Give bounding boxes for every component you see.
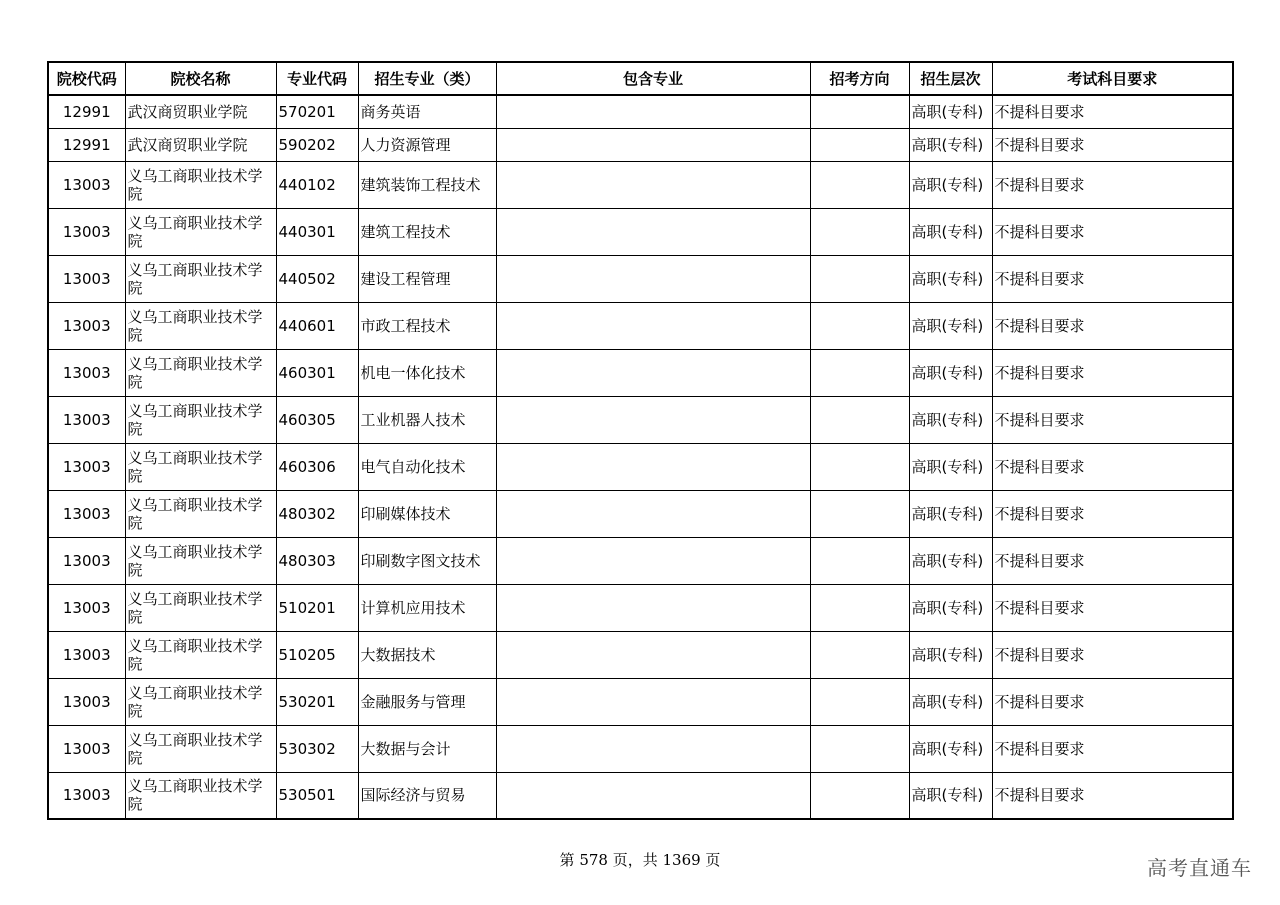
table-row — [48, 349, 1233, 396]
table-row — [48, 95, 1233, 128]
school-name-cell: 义乌工商职业技术学院 — [125, 208, 276, 255]
major-code-cell: 480303 — [276, 537, 358, 584]
school-code-cell: 13003 — [48, 537, 125, 584]
major-cell: 金融服务与管理 — [358, 678, 496, 725]
header-included-majors: 包含专业 — [496, 62, 810, 95]
major-code-cell: 460306 — [276, 443, 358, 490]
major-cell: 大数据与会计 — [358, 725, 496, 772]
major-code-cell: 480302 — [276, 490, 358, 537]
major-code-cell: 460301 — [276, 349, 358, 396]
level-cell: 高职(专科) — [909, 95, 992, 128]
school-name-cell: 义乌工商职业技术学院 — [125, 443, 276, 490]
school-name-cell: 义乌工商职业技术学院 — [125, 725, 276, 772]
included-majors-cell — [496, 95, 810, 128]
level-cell: 高职(专科) — [909, 349, 992, 396]
major-cell: 商务英语 — [358, 95, 496, 128]
major-code-cell: 530201 — [276, 678, 358, 725]
level-cell: 高职(专科) — [909, 208, 992, 255]
direction-cell — [810, 161, 909, 208]
level-cell: 高职(专科) — [909, 161, 992, 208]
direction-cell — [810, 772, 909, 819]
requirement-cell: 不提科目要求 — [992, 537, 1233, 584]
requirement-cell: 不提科目要求 — [992, 95, 1233, 128]
direction-cell — [810, 537, 909, 584]
major-code-cell: 510201 — [276, 584, 358, 631]
school-name-cell: 义乌工商职业技术学院 — [125, 302, 276, 349]
level-cell: 高职(专科) — [909, 725, 992, 772]
school-name-cell: 义乌工商职业技术学院 — [125, 255, 276, 302]
major-code-cell: 440502 — [276, 255, 358, 302]
table-row — [48, 584, 1233, 631]
school-name-cell: 义乌工商职业技术学院 — [125, 678, 276, 725]
included-majors-cell — [496, 725, 810, 772]
header-major-code: 专业代码 — [276, 62, 358, 95]
school-name-cell: 义乌工商职业技术学院 — [125, 772, 276, 819]
direction-cell — [810, 396, 909, 443]
table-header-row — [48, 62, 1233, 95]
table-row — [48, 772, 1233, 819]
major-code-cell: 530501 — [276, 772, 358, 819]
level-cell: 高职(专科) — [909, 443, 992, 490]
major-code-cell: 570201 — [276, 95, 358, 128]
table-row — [48, 725, 1233, 772]
school-code-cell: 13003 — [48, 772, 125, 819]
included-majors-cell — [496, 490, 810, 537]
level-cell: 高职(专科) — [909, 772, 992, 819]
school-code-cell: 13003 — [48, 349, 125, 396]
direction-cell — [810, 95, 909, 128]
major-cell: 建设工程管理 — [358, 255, 496, 302]
school-code-cell: 13003 — [48, 255, 125, 302]
included-majors-cell — [496, 302, 810, 349]
included-majors-cell — [496, 128, 810, 161]
major-cell: 大数据技术 — [358, 631, 496, 678]
table-row — [48, 537, 1233, 584]
major-cell: 机电一体化技术 — [358, 349, 496, 396]
admissions-table — [47, 61, 1234, 820]
requirement-cell: 不提科目要求 — [992, 349, 1233, 396]
major-cell: 电气自动化技术 — [358, 443, 496, 490]
school-name-cell: 义乌工商职业技术学院 — [125, 396, 276, 443]
major-cell: 工业机器人技术 — [358, 396, 496, 443]
included-majors-cell — [496, 161, 810, 208]
major-code-cell: 440601 — [276, 302, 358, 349]
requirement-cell: 不提科目要求 — [992, 584, 1233, 631]
requirement-cell: 不提科目要求 — [992, 208, 1233, 255]
major-cell: 建筑装饰工程技术 — [358, 161, 496, 208]
table-row — [48, 128, 1233, 161]
school-name-cell: 武汉商贸职业学院 — [125, 128, 276, 161]
requirement-cell: 不提科目要求 — [992, 161, 1233, 208]
major-code-cell: 440301 — [276, 208, 358, 255]
major-code-cell: 460305 — [276, 396, 358, 443]
school-name-cell: 义乌工商职业技术学院 — [125, 490, 276, 537]
major-cell: 市政工程技术 — [358, 302, 496, 349]
direction-cell — [810, 490, 909, 537]
included-majors-cell — [496, 443, 810, 490]
table-body — [48, 95, 1233, 819]
watermark: 高考直通车 — [1147, 856, 1252, 880]
major-cell: 人力资源管理 — [358, 128, 496, 161]
included-majors-cell — [496, 396, 810, 443]
school-code-cell: 13003 — [48, 631, 125, 678]
school-code-cell: 13003 — [48, 490, 125, 537]
direction-cell — [810, 255, 909, 302]
requirement-cell: 不提科目要求 — [992, 255, 1233, 302]
major-cell: 印刷媒体技术 — [358, 490, 496, 537]
school-code-cell: 12991 — [48, 128, 125, 161]
direction-cell — [810, 302, 909, 349]
included-majors-cell — [496, 631, 810, 678]
major-cell: 印刷数字图文技术 — [358, 537, 496, 584]
direction-cell — [810, 678, 909, 725]
header-level: 招生层次 — [909, 62, 992, 95]
table-row — [48, 631, 1233, 678]
requirement-cell: 不提科目要求 — [992, 725, 1233, 772]
page-number: 第 578 页，共 1369 页 — [559, 851, 721, 869]
major-code-cell: 440102 — [276, 161, 358, 208]
header-direction: 招考方向 — [810, 62, 909, 95]
school-code-cell: 13003 — [48, 396, 125, 443]
requirement-cell: 不提科目要求 — [992, 443, 1233, 490]
school-name-cell: 武汉商贸职业学院 — [125, 95, 276, 128]
school-name-cell: 义乌工商职业技术学院 — [125, 161, 276, 208]
requirement-cell: 不提科目要求 — [992, 490, 1233, 537]
table-row — [48, 396, 1233, 443]
direction-cell — [810, 443, 909, 490]
level-cell: 高职(专科) — [909, 678, 992, 725]
level-cell: 高职(专科) — [909, 631, 992, 678]
table-row — [48, 302, 1233, 349]
direction-cell — [810, 584, 909, 631]
table-row — [48, 208, 1233, 255]
level-cell: 高职(专科) — [909, 255, 992, 302]
level-cell: 高职(专科) — [909, 302, 992, 349]
major-code-cell: 590202 — [276, 128, 358, 161]
school-code-cell: 13003 — [48, 443, 125, 490]
table-row — [48, 255, 1233, 302]
header-major: 招生专业（类） — [358, 62, 496, 95]
school-name-cell: 义乌工商职业技术学院 — [125, 537, 276, 584]
table-row — [48, 161, 1233, 208]
major-cell: 建筑工程技术 — [358, 208, 496, 255]
included-majors-cell — [496, 255, 810, 302]
school-code-cell: 13003 — [48, 725, 125, 772]
requirement-cell: 不提科目要求 — [992, 302, 1233, 349]
direction-cell — [810, 128, 909, 161]
requirement-cell: 不提科目要求 — [992, 678, 1233, 725]
included-majors-cell — [496, 349, 810, 396]
included-majors-cell — [496, 584, 810, 631]
school-name-cell: 义乌工商职业技术学院 — [125, 349, 276, 396]
direction-cell — [810, 725, 909, 772]
school-code-cell: 13003 — [48, 208, 125, 255]
school-name-cell: 义乌工商职业技术学院 — [125, 631, 276, 678]
direction-cell — [810, 208, 909, 255]
level-cell: 高职(专科) — [909, 396, 992, 443]
major-cell: 国际经济与贸易 — [358, 772, 496, 819]
level-cell: 高职(专科) — [909, 537, 992, 584]
requirement-cell: 不提科目要求 — [992, 631, 1233, 678]
included-majors-cell — [496, 678, 810, 725]
school-name-cell: 义乌工商职业技术学院 — [125, 584, 276, 631]
major-code-cell: 510205 — [276, 631, 358, 678]
requirement-cell: 不提科目要求 — [992, 128, 1233, 161]
included-majors-cell — [496, 208, 810, 255]
level-cell: 高职(专科) — [909, 584, 992, 631]
school-code-cell: 13003 — [48, 584, 125, 631]
header-school-name: 院校名称 — [125, 62, 276, 95]
level-cell: 高职(专科) — [909, 490, 992, 537]
school-code-cell: 12991 — [48, 95, 125, 128]
major-code-cell: 530302 — [276, 725, 358, 772]
school-code-cell: 13003 — [48, 678, 125, 725]
level-cell: 高职(专科) — [909, 128, 992, 161]
included-majors-cell — [496, 772, 810, 819]
school-code-cell: 13003 — [48, 161, 125, 208]
table-row — [48, 443, 1233, 490]
requirement-cell: 不提科目要求 — [992, 772, 1233, 819]
direction-cell — [810, 349, 909, 396]
school-code-cell: 13003 — [48, 302, 125, 349]
direction-cell — [810, 631, 909, 678]
table-row — [48, 490, 1233, 537]
header-school-code: 院校代码 — [48, 62, 125, 95]
requirement-cell: 不提科目要求 — [992, 396, 1233, 443]
included-majors-cell — [496, 537, 810, 584]
major-cell: 计算机应用技术 — [358, 584, 496, 631]
table-row — [48, 678, 1233, 725]
header-requirement: 考试科目要求 — [992, 62, 1233, 95]
